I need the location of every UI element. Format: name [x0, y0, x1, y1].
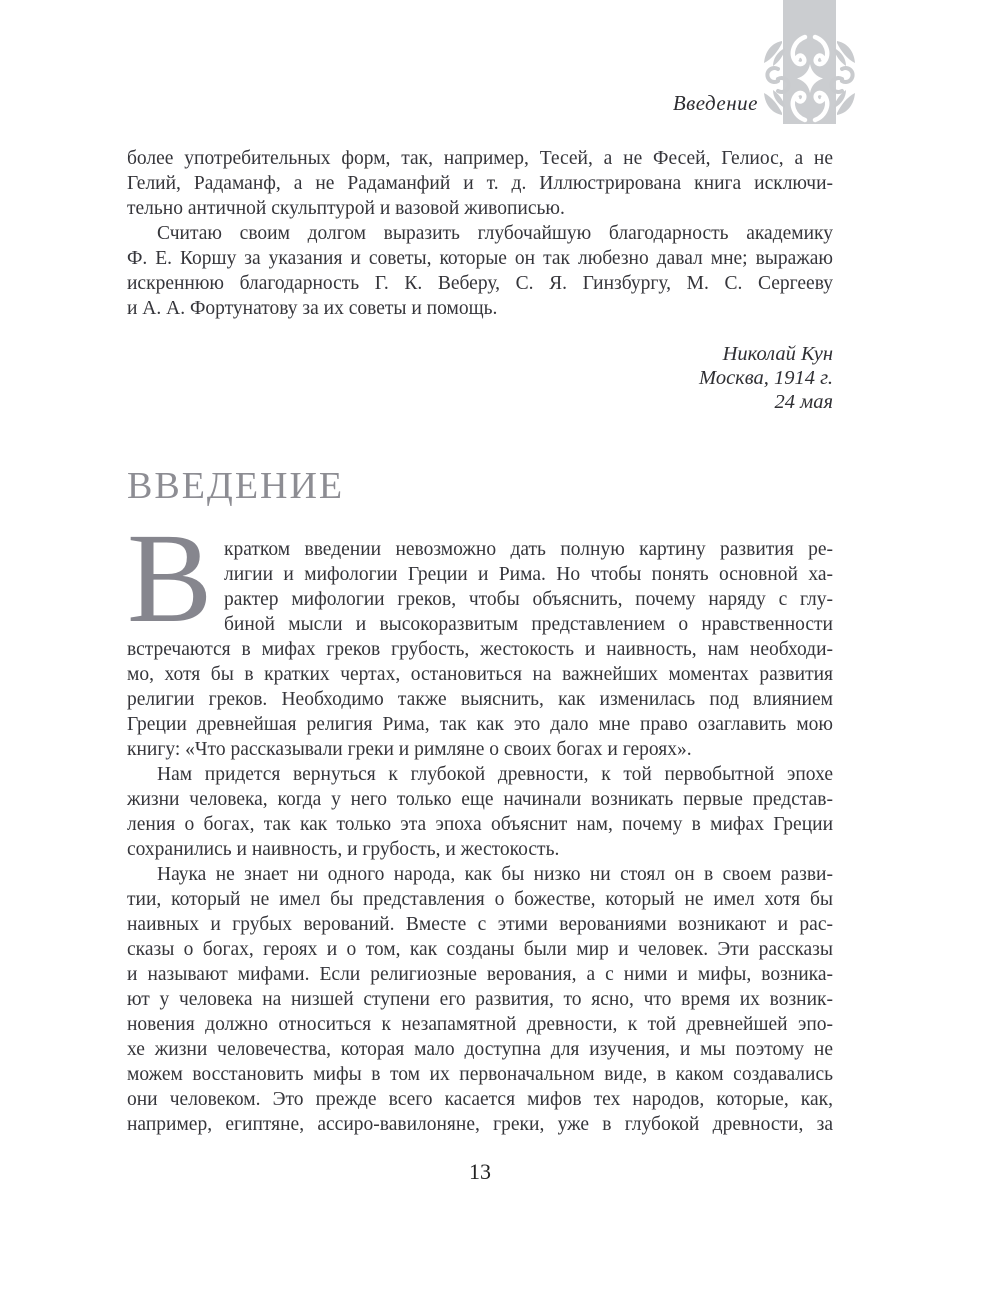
text-line: Николай Кун [722, 343, 833, 365]
running-header: Введение [672, 91, 758, 115]
text-line: Москва, 1914 г. [699, 367, 833, 389]
paragraph-intro-third [127, 862, 833, 1137]
section-title: ВВЕДЕНИЕ [127, 465, 345, 507]
text-line: хе жизни человечества, которая мало доступна для изучения, и мы поэтому не [127, 1039, 833, 1060]
text-line: ют у человека на низшей ступени его развития, то ясно, что время их возник- [127, 989, 833, 1010]
text-line: книгу: «Что рассказывали греки и римляне о своих богах и героях». [127, 739, 692, 760]
text-line: тельно античной скульптурой и вазовой живописью. [127, 198, 565, 219]
paragraph-intro-second [127, 762, 833, 862]
text-line: например, египтяне, ассиро-вавилоняне, греки, уже в глубокой древности, за [127, 1114, 833, 1135]
paragraph-acknowledgements [127, 221, 833, 321]
text-line: лигии и мифологии Греции и Рима. Но чтобы понять основной ха- [224, 564, 833, 585]
author-signature [127, 342, 833, 414]
text-line: и называют мифами. Если религиозные верования, а с ними и мифы, возника- [127, 964, 833, 985]
text-line: сохранились и наивность, и грубость, и жестокость. [127, 839, 560, 860]
text-line: встречаются в мифах греков грубость, жестокость и наивность, нам необходи- [127, 639, 833, 660]
text-line: можем восстановить мифы в том их первоначальном виде, в каком создавались [127, 1064, 833, 1085]
text-line: Ф. Е. Коршу за указания и советы, которые он так любезно давал мне; выражаю [127, 248, 833, 269]
text-line: мо, хотя бы в кратких чертах, остановиться на важнейших моментах развития [127, 664, 833, 685]
introduction-body [127, 507, 833, 1137]
text-line: тии, который не имел бы представления о божестве, который не имел хотя бы [127, 889, 833, 910]
text-line: новения должно относиться к незапамятной древности, к той древнейшей эпо- [127, 1014, 833, 1035]
text-line: кратком введении невозможно дать полную картину развития ре- [224, 539, 833, 560]
text-line: искреннюю благодарность Г. К. Веберу, С. Я. Гинзбургу, М. С. Сергееву [127, 273, 833, 294]
text-line: Нам придется вернуться к глубокой древности, к той первобытной эпохе [157, 764, 833, 785]
text-line: ления о богах, так как только эта эпоха объяснит нам, почему в мифах Греции [127, 814, 833, 835]
text-line: биной мысли и высокоразвитым представлением о нравственности [224, 614, 833, 635]
text-line: жизни человека, когда у него только еще начинали возникать первые представ- [127, 789, 833, 810]
paragraph-intro-first [127, 507, 833, 762]
page-number: 13 [469, 1159, 491, 1184]
star-icon [797, 64, 823, 93]
text-line: более употребительных форм, так, например, Тесей, а не Фесей, Гелиос, а не [127, 148, 833, 169]
text-line: наивных и грубых верований. Вместе с этими верованиями возникают и рас- [127, 914, 833, 935]
text-line: они человеком. Это прежде всего касается мифов тех народов, которые, как, [127, 1089, 833, 1110]
text-line: рактер мифологии греков, чтобы объяснить, почему наряду с глу- [224, 589, 833, 610]
drop-cap: В [127, 507, 213, 649]
text-line: религии греков. Необходимо также выяснить, как изменилась под влиянием [127, 689, 833, 710]
paragraph-foreword-continuation [127, 146, 833, 221]
text-line: сказы о богах, героях и о том, как созданы были мир и человек. Эти рассказы [127, 939, 833, 960]
text-line: и А. А. Фортунатову за их советы и помощь. [127, 298, 498, 319]
text-line: Греции древнейшая религия Рима, так как это дало мне право озаглавить мою [127, 714, 833, 735]
text-line: Считаю своим долгом выразить глубочайшую благодарность академику [157, 223, 833, 244]
text-line: Гелий, Радаманф, а не Радаманфий и т. д. Иллюстрирована книга исключи- [127, 173, 833, 194]
text-line: 24 мая [774, 391, 833, 413]
fleuron-ornament-icon [758, 32, 862, 128]
text-line: Наука не знает ни одного народа, как бы низко ни стоял он в своем разви- [157, 864, 833, 885]
